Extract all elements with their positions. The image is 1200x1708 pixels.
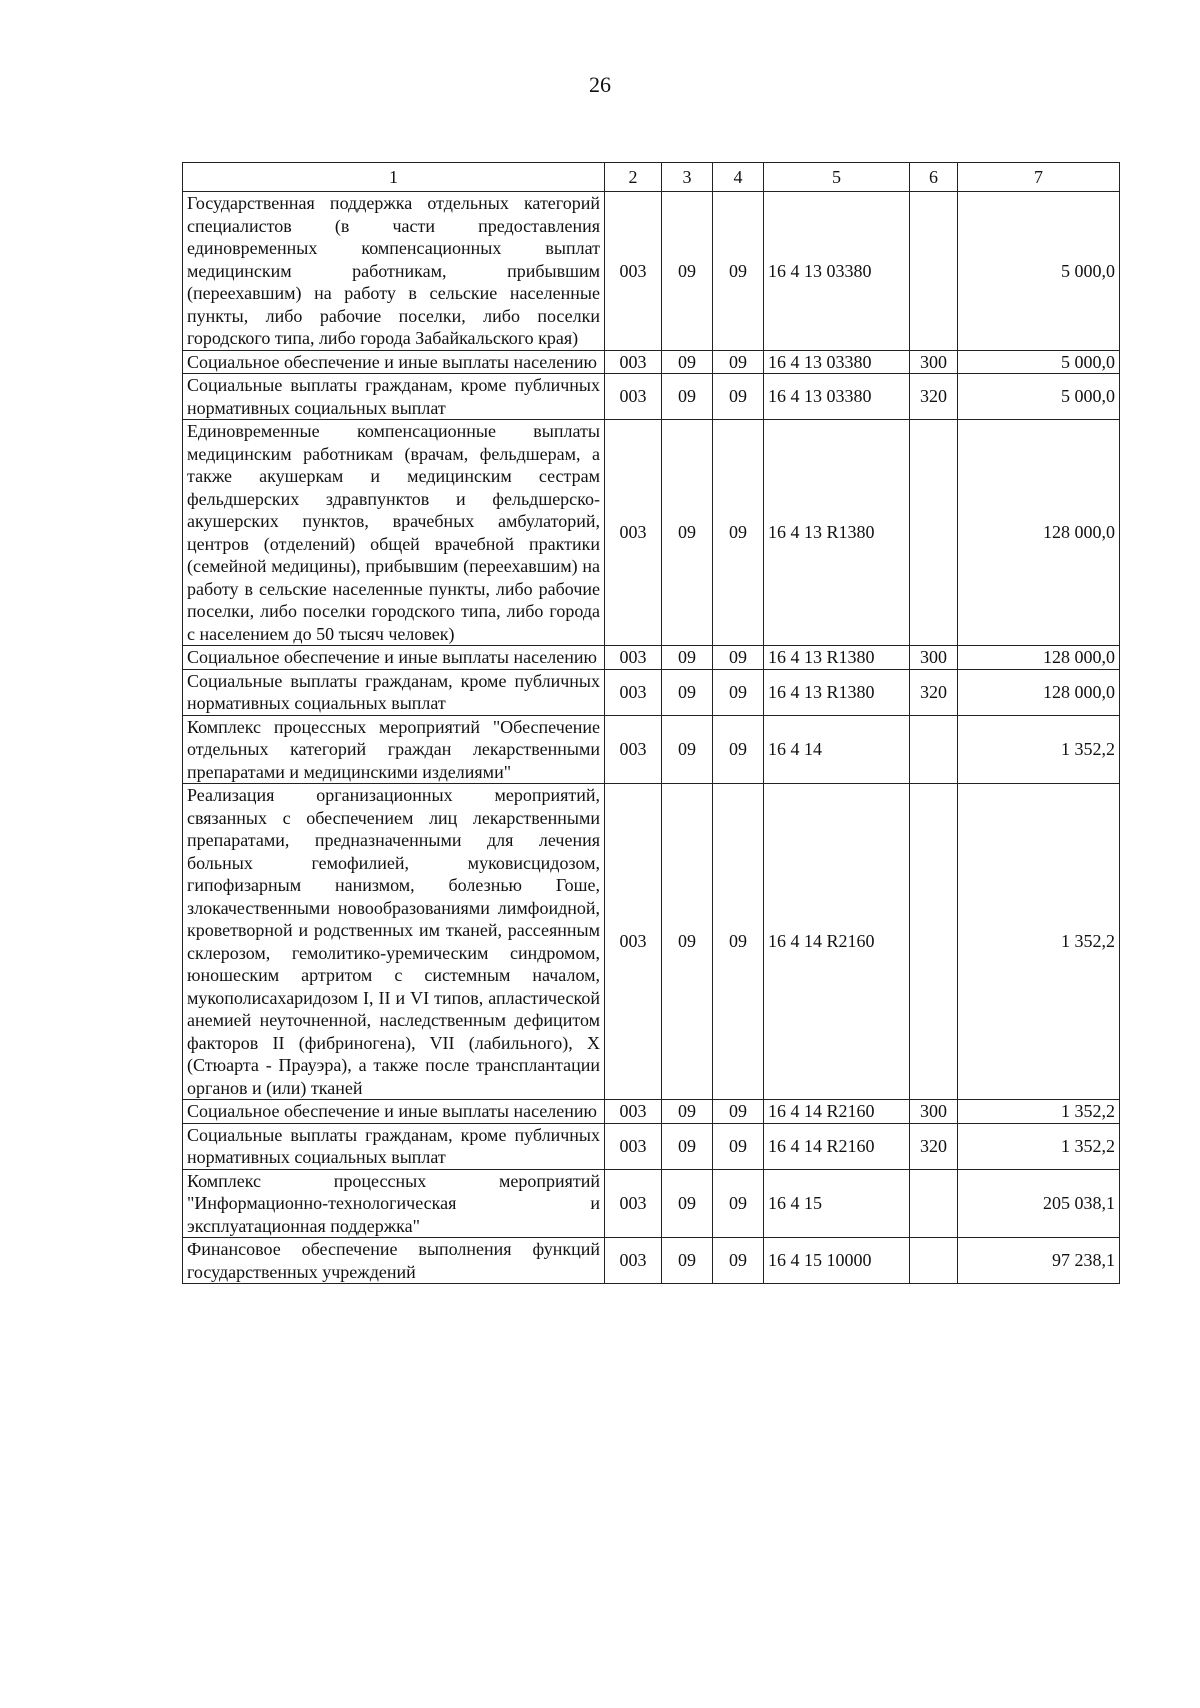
cell-col-5: 16 4 13 03380	[764, 350, 910, 374]
cell-col-2: 003	[605, 646, 662, 670]
cell-col-2: 003	[605, 669, 662, 715]
table-row	[183, 350, 1120, 374]
cell-col-6	[910, 715, 958, 784]
cell-col-3: 09	[662, 646, 713, 670]
cell-col-4: 09	[713, 1169, 764, 1238]
table-row	[183, 669, 1120, 715]
page-number: 26	[589, 72, 611, 97]
cell-col-4: 09	[713, 1123, 764, 1169]
row-description: Комплекс процессных мероприятий "Обеспечение отдельных категорий граждан лекарственными препаратами и медицинскими изделиями"	[183, 715, 605, 784]
cell-col-3: 09	[662, 1123, 713, 1169]
cell-col-4: 09	[713, 374, 764, 420]
cell-col-6: 300	[910, 350, 958, 374]
cell-col-6	[910, 1169, 958, 1238]
cell-col-6: 300	[910, 1100, 958, 1124]
cell-col-3: 09	[662, 715, 713, 784]
cell-col-3: 09	[662, 1100, 713, 1124]
table-row	[183, 1169, 1120, 1238]
cell-col-5: 16 4 13 03380	[764, 374, 910, 420]
table-header-row	[183, 163, 1120, 192]
table-row	[183, 1238, 1120, 1284]
table-row	[183, 374, 1120, 420]
cell-col-5: 16 4 13 R1380	[764, 669, 910, 715]
cell-col-2: 003	[605, 192, 662, 351]
cell-col-5: 16 4 15	[764, 1169, 910, 1238]
cell-col-4: 09	[713, 1100, 764, 1124]
cell-col-7: 1 352,2	[958, 1100, 1120, 1124]
cell-col-5: 16 4 13 R1380	[764, 646, 910, 670]
cell-col-4: 09	[713, 192, 764, 351]
cell-col-4: 09	[713, 646, 764, 670]
cell-col-5: 16 4 13 R1380	[764, 420, 910, 646]
cell-col-4: 09	[713, 1238, 764, 1284]
row-description: Социальные выплаты гражданам, кроме публичных нормативных социальных выплат	[183, 1123, 605, 1169]
table-row	[183, 192, 1120, 351]
column-header-7: 7	[958, 163, 1120, 192]
cell-col-3: 09	[662, 420, 713, 646]
cell-col-2: 003	[605, 1123, 662, 1169]
table-row	[183, 1100, 1120, 1124]
cell-col-6	[910, 1238, 958, 1284]
cell-col-3: 09	[662, 1169, 713, 1238]
cell-col-7: 128 000,0	[958, 646, 1120, 670]
cell-col-3: 09	[662, 784, 713, 1100]
row-description: Социальное обеспечение и иные выплаты населению	[183, 646, 605, 670]
cell-col-7: 5 000,0	[958, 192, 1120, 351]
cell-col-3: 09	[662, 669, 713, 715]
cell-col-7: 1 352,2	[958, 715, 1120, 784]
row-description: Государственная поддержка отдельных категорий специалистов (в части предоставления единовременных компенсационных выплат медицинским работникам, прибывшим (переехавшим) на работу в сельские населенные пункты, либо рабочие поселки, либо поселки городского типа, либо города Забайкальского края)	[183, 192, 605, 351]
column-header-4: 4	[713, 163, 764, 192]
table-row	[183, 784, 1120, 1100]
cell-col-4: 09	[713, 420, 764, 646]
cell-col-6	[910, 784, 958, 1100]
row-description: Социальные выплаты гражданам, кроме публичных нормативных социальных выплат	[183, 374, 605, 420]
cell-col-6: 320	[910, 374, 958, 420]
cell-col-3: 09	[662, 350, 713, 374]
table-row	[183, 420, 1120, 646]
cell-col-5: 16 4 14	[764, 715, 910, 784]
cell-col-5: 16 4 14 R2160	[764, 1123, 910, 1169]
cell-col-5: 16 4 15 10000	[764, 1238, 910, 1284]
cell-col-2: 003	[605, 350, 662, 374]
column-header-5: 5	[764, 163, 910, 192]
cell-col-2: 003	[605, 1169, 662, 1238]
row-description: Финансовое обеспечение выполнения функций государственных учреждений	[183, 1238, 605, 1284]
cell-col-4: 09	[713, 715, 764, 784]
cell-col-2: 003	[605, 1100, 662, 1124]
row-description: Социальные выплаты гражданам, кроме публичных нормативных социальных выплат	[183, 669, 605, 715]
column-header-3: 3	[662, 163, 713, 192]
column-header-2: 2	[605, 163, 662, 192]
cell-col-6	[910, 192, 958, 351]
column-header-6: 6	[910, 163, 958, 192]
cell-col-2: 003	[605, 420, 662, 646]
table-row	[183, 1123, 1120, 1169]
cell-col-3: 09	[662, 192, 713, 351]
cell-col-6: 300	[910, 646, 958, 670]
cell-col-5: 16 4 14 R2160	[764, 784, 910, 1100]
cell-col-2: 003	[605, 784, 662, 1100]
cell-col-2: 003	[605, 1238, 662, 1284]
cell-col-7: 5 000,0	[958, 374, 1120, 420]
cell-col-2: 003	[605, 374, 662, 420]
cell-col-5: 16 4 13 03380	[764, 192, 910, 351]
row-description: Комплекс процессных мероприятий "Информационно-технологическая и эксплуатационная поддержка"	[183, 1169, 605, 1238]
cell-col-7: 128 000,0	[958, 420, 1120, 646]
cell-col-5: 16 4 14 R2160	[764, 1100, 910, 1124]
row-description: Единовременные компенсационные выплаты медицинским работникам (врачам, фельдшерам, а также акушеркам и медицинским сестрам фельдшерских здравпунктов и фельдшерско-акушерских пунктов, врачебных амбулаторий, центров (отделений) общей врачебной практики (семейной медицины), прибывшим (переехавшим) на работу в сельские населенные пункты, либо рабочие поселки, либо поселки городского типа, либо города с населением до 50 тысяч человек)	[183, 420, 605, 646]
cell-col-3: 09	[662, 1238, 713, 1284]
cell-col-4: 09	[713, 784, 764, 1100]
cell-col-2: 003	[605, 715, 662, 784]
row-description: Социальное обеспечение и иные выплаты населению	[183, 350, 605, 374]
table-row	[183, 646, 1120, 670]
cell-col-4: 09	[713, 350, 764, 374]
cell-col-7: 128 000,0	[958, 669, 1120, 715]
table-row	[183, 715, 1120, 784]
column-header-1: 1	[183, 163, 605, 192]
cell-col-6: 320	[910, 669, 958, 715]
cell-col-4: 09	[713, 669, 764, 715]
cell-col-7: 97 238,1	[958, 1238, 1120, 1284]
budget-table	[182, 162, 1120, 1284]
cell-col-7: 1 352,2	[958, 1123, 1120, 1169]
cell-col-7: 1 352,2	[958, 784, 1120, 1100]
cell-col-6	[910, 420, 958, 646]
row-description: Социальное обеспечение и иные выплаты населению	[183, 1100, 605, 1124]
row-description: Реализация организационных мероприятий, связанных с обеспечением лиц лекарственными препаратами, предназначенными для лечения больных гемофилией, муковисцидозом, гипофизарным нанизмом, болезнью Гоше, злокачественными новообразованиями лимфоидной, кроветворной и родственных им тканей, рассеянным склерозом, гемолитико-уремическим синдромом, юношеским артритом с системным началом, мукополисахаридозом I, II и VI типов, апластической анемией неуточненной, наследственным дефицитом факторов II (фибриногена), VII (лабильного), X (Стюарта - Прауэра), а также после трансплантации органов и (или) тканей	[183, 784, 605, 1100]
cell-col-3: 09	[662, 374, 713, 420]
cell-col-7: 205 038,1	[958, 1169, 1120, 1238]
cell-col-7: 5 000,0	[958, 350, 1120, 374]
cell-col-6: 320	[910, 1123, 958, 1169]
